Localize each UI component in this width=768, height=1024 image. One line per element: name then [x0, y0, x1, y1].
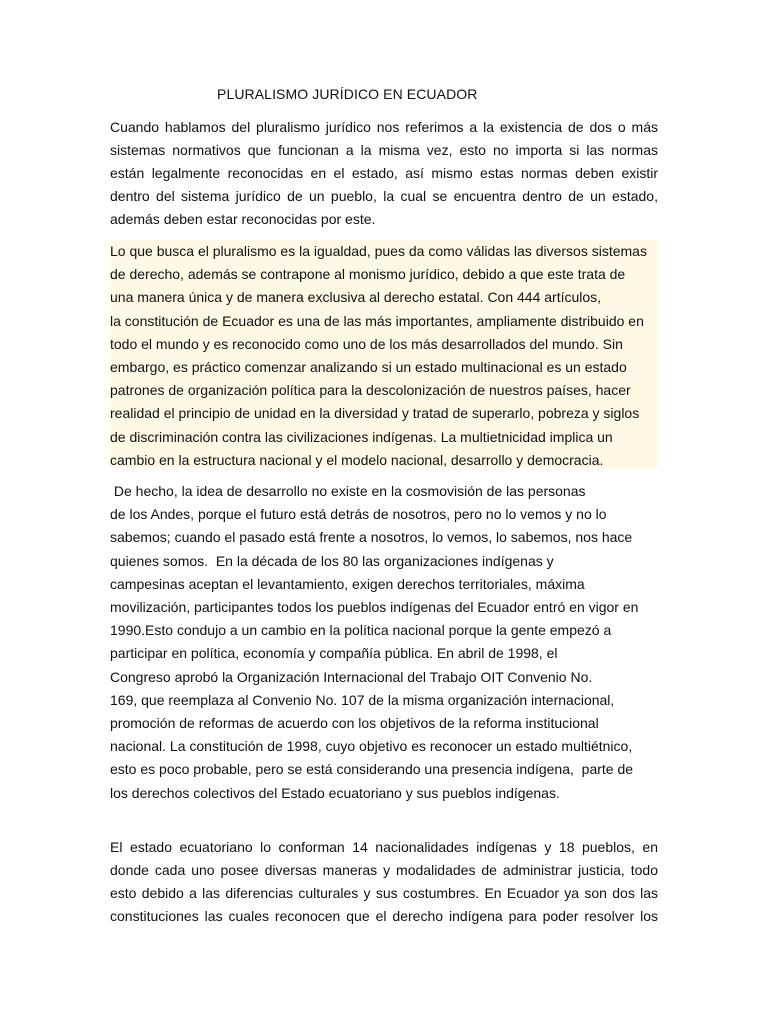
paragraph-1 — [110, 116, 658, 231]
paragraph-line: de los Andes, porque el futuro está detrás de nosotros, pero no lo vemos y no lo — [110, 506, 607, 523]
paragraph-line: promoción de reformas de acuerdo con los objetivos de la reforma institucional — [110, 715, 599, 732]
paragraph-line: 1990.Esto condujo a un cambio en la política nacional porque la gente empezó a — [110, 622, 612, 639]
paragraph-line: de discriminación contra las civilizaciones indígenas. La multietnicidad implica un — [110, 428, 613, 445]
paragraph-line: participar en política, economía y compañía pública. En abril de 1998, el — [110, 645, 558, 662]
paragraph-line: De hecho, la idea de desarrollo no existe en la cosmovisión de las personas — [110, 483, 586, 499]
paragraph-line: Cuando hablamos del pluralismo jurídico nos referimos a la existencia de dos o más — [110, 119, 658, 135]
paragraph-line: quienes somos. En la década de los 80 las organizaciones indígenas y — [110, 552, 554, 569]
paragraph-line: movilización, participantes todos los pueblos indígenas del Ecuador entró en vigor en — [110, 599, 639, 616]
paragraph-line: Lo que busca el pluralismo es la igualdad, pues da como válidas las diversos sistemas — [110, 243, 647, 259]
paragraph-line: están legalmente reconocidas en el estado, así mismo estas normas deben existir — [110, 165, 658, 181]
paragraph-line: constituciones las cuales reconocen que el derecho indígena para poder resolver los — [110, 908, 658, 924]
paragraph-line: esto es poco probable, pero se está considerando una presencia indígena, parte de — [110, 761, 634, 778]
paragraph-4 — [110, 836, 658, 928]
paragraph-line: dentro del sistema jurídico de un pueblo, la cual se encuentra dentro de un estado, — [110, 188, 658, 204]
paragraph-line: embargo, es práctico comenzar analizando si un estado multinacional es un estado — [110, 358, 627, 375]
paragraph-line: El estado ecuatoriano lo conforman 14 nacionalidades indígenas y 18 pueblos, en — [110, 839, 658, 855]
paragraph-line: cambio en la estructura nacional y el modelo nacional, desarrollo y democracia. — [110, 451, 604, 468]
paragraph-line: nacional. La constitución de 1998, cuyo objetivo es reconocer un estado multiétnico, — [110, 738, 633, 755]
paragraph-line: los derechos colectivos del Estado ecuatoriano y sus pueblos indígenas. — [110, 784, 560, 801]
paragraph-line: donde cada uno posee diversas maneras y modalidades de administrar justicia, todo — [110, 862, 658, 878]
paragraph-line: esto debido a las diferencias culturales y sus costumbres. En Ecuador ya son dos las — [110, 885, 658, 901]
paragraph-line: patrones de organización política para la descolonización de nuestros países, hacer — [110, 382, 631, 399]
paragraph-line: todo el mundo y es reconocido como uno de los más desarrollados del mundo. Sin — [110, 335, 623, 352]
paragraph-line: campesinas aceptan el levantamiento, exigen derechos territoriales, máxima — [110, 575, 585, 592]
paragraph-line: sabemos; cuando el pasado está frente a nosotros, lo vemos, lo sabemos, nos hace — [110, 529, 633, 546]
document-title: PLURALISMO JURÍDICO EN ECUADOR — [217, 86, 478, 102]
paragraph-line: además deben estar reconocidas por este. — [110, 211, 376, 227]
paragraph-line: 169, que reemplaza al Convenio No. 107 de la misma organización internacional, — [110, 691, 615, 708]
paragraph-line: la constitución de Ecuador es una de las más importantes, ampliamente distribuido en — [110, 312, 644, 329]
paragraph-line: una manera única y de manera exclusiva al derecho estatal. Con 444 artículos, — [110, 289, 602, 306]
paragraph-line: de derecho, además se contrapone al monismo jurídico, debido a que este trata de — [110, 266, 626, 283]
paragraph-3 — [110, 480, 658, 805]
paragraph-line: realidad el principio de unidad en la diversidad y tratad de superarlo, pobreza y siglos — [110, 405, 640, 422]
paragraph-2-highlighted — [110, 240, 658, 467]
paragraph-line: Congreso aprobó la Organización Internacional del Trabajo OIT Convenio No. — [110, 668, 593, 685]
paragraph-line: sistemas normativos que funcionan a la misma vez, esto no importa si las normas — [110, 142, 658, 158]
